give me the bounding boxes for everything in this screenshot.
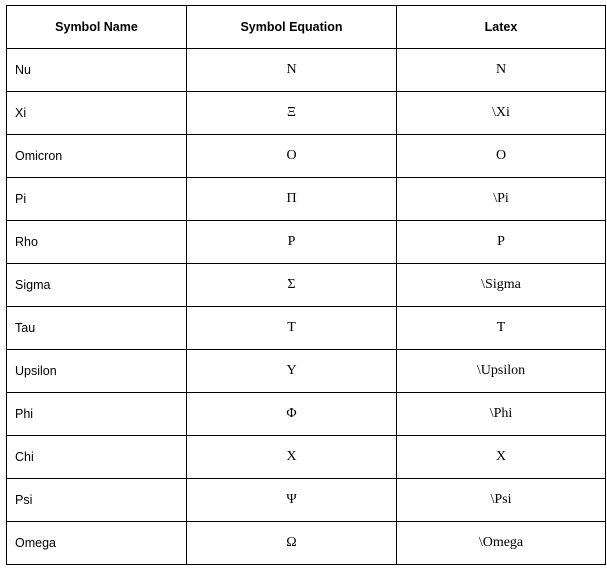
greek-symbols-table: [6, 5, 606, 565]
latex-cell: T: [397, 307, 606, 350]
symbol-name-cell: Sigma: [7, 264, 187, 307]
table-row: [7, 92, 606, 135]
table-row: [7, 350, 606, 393]
header-symbol-name: Symbol Name: [7, 6, 187, 49]
symbol-equation-cell: Ψ: [187, 479, 397, 522]
symbol-equation-cell: Φ: [187, 393, 397, 436]
symbol-equation-cell: N: [187, 49, 397, 92]
symbol-name-cell: Pi: [7, 178, 187, 221]
latex-cell: X: [397, 436, 606, 479]
symbol-equation-cell: T: [187, 307, 397, 350]
header-symbol-equation: Symbol Equation: [187, 6, 397, 49]
header-latex: Latex: [397, 6, 606, 49]
latex-cell: N: [397, 49, 606, 92]
symbol-name-cell: Nu: [7, 49, 187, 92]
table-row: [7, 393, 606, 436]
symbol-name-cell: Omicron: [7, 135, 187, 178]
symbol-name-cell: Chi: [7, 436, 187, 479]
table-row: [7, 221, 606, 264]
latex-cell: O: [397, 135, 606, 178]
table-row: [7, 178, 606, 221]
symbol-equation-cell: P: [187, 221, 397, 264]
latex-cell: \Xi: [397, 92, 606, 135]
symbol-equation-cell: X: [187, 436, 397, 479]
latex-cell: \Psi: [397, 479, 606, 522]
table-row: [7, 479, 606, 522]
latex-cell: P: [397, 221, 606, 264]
symbol-name-cell: Phi: [7, 393, 187, 436]
symbol-name-cell: Upsilon: [7, 350, 187, 393]
table-row: [7, 49, 606, 92]
latex-cell: \Pi: [397, 178, 606, 221]
latex-cell: \Sigma: [397, 264, 606, 307]
symbol-equation-cell: Π: [187, 178, 397, 221]
latex-cell: \Phi: [397, 393, 606, 436]
table-row: [7, 436, 606, 479]
latex-cell: \Omega: [397, 522, 606, 565]
symbol-name-cell: Tau: [7, 307, 187, 350]
table-row: [7, 307, 606, 350]
symbol-name-cell: Xi: [7, 92, 187, 135]
symbol-equation-cell: Ξ: [187, 92, 397, 135]
latex-cell: \Upsilon: [397, 350, 606, 393]
symbol-name-cell: Psi: [7, 479, 187, 522]
table-header: [7, 6, 606, 49]
table-row: [7, 264, 606, 307]
table-body: [7, 49, 606, 565]
table-row: [7, 522, 606, 565]
symbol-equation-cell: Ω: [187, 522, 397, 565]
table-row: [7, 135, 606, 178]
symbol-name-cell: Rho: [7, 221, 187, 264]
header-row: [7, 6, 606, 49]
symbol-equation-cell: Σ: [187, 264, 397, 307]
symbol-equation-cell: Υ: [187, 350, 397, 393]
symbol-equation-cell: O: [187, 135, 397, 178]
symbol-name-cell: Omega: [7, 522, 187, 565]
